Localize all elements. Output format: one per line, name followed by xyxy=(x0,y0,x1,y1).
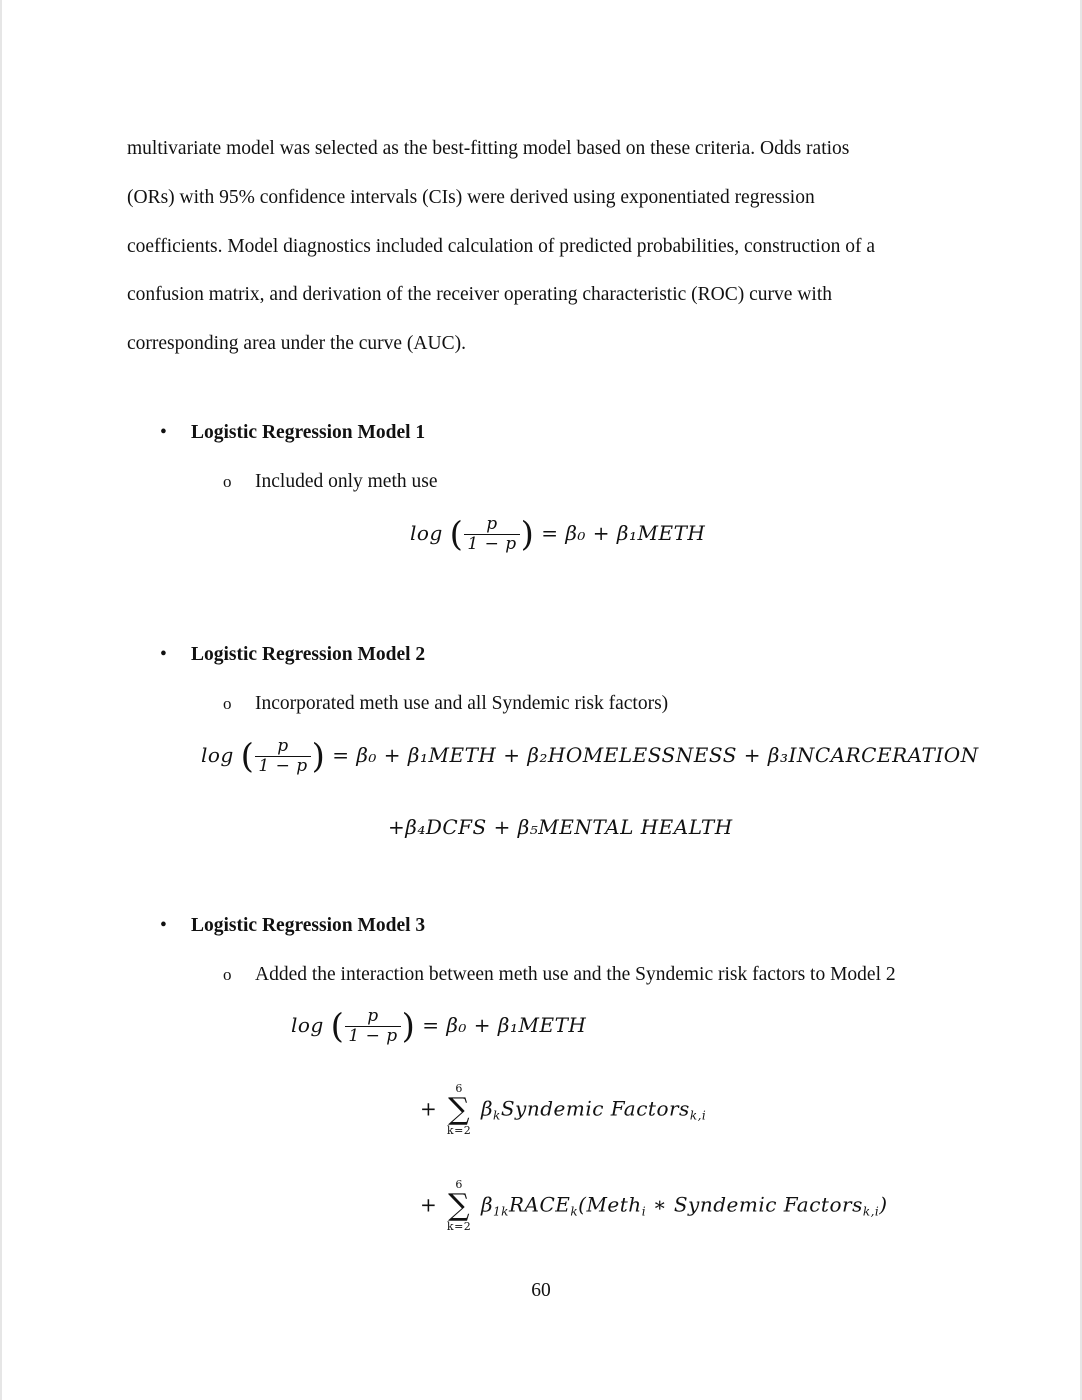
eq-lhs: log xyxy=(291,1013,324,1037)
model-3-sum-term-2: + 6 ∑ k=2 $\beta_{1k}RACE_k(Meth_i$ ∗ Syndemic Factors$_{k,i}$) xyxy=(420,1178,888,1233)
plus-sign: + xyxy=(420,1192,438,1217)
model-title: Logistic Regression Model 3 xyxy=(191,915,426,936)
eq-lhs: log xyxy=(410,521,443,545)
bullet: • xyxy=(160,422,167,443)
eq-rhs-continued: +β₄DCFS + β₅MENTAL HEALTH xyxy=(388,815,733,839)
plus-sign: + xyxy=(420,1096,438,1121)
eq-term: β xyxy=(480,1192,494,1217)
model-3-sum-term-1: + 6 ∑ k=2 $\beta_kSyndemic$ Factors$_{k,i}$ xyxy=(420,1082,707,1137)
model-1-equation: log ( $\frac{p}{1 - p}$ ) = β₀ + β₁METH xyxy=(410,514,706,555)
model-title: Logistic Regression Model 2 xyxy=(191,644,426,665)
model-title: Logistic Regression Model 1 xyxy=(191,422,426,443)
paragraph-line: corresponding area under the curve (AUC). xyxy=(127,333,466,355)
page-edge xyxy=(0,0,2,1400)
sub-bullet: o xyxy=(223,472,232,491)
paragraph-line: multivariate model was selected as the best-fitting model based on these criteria. Odds ratios xyxy=(127,138,850,159)
paragraph-line: (ORs) with 95% confidence intervals (CIs) were derived using exponentiated regression xyxy=(127,186,815,208)
eq-rhs: = β₀ + β₁METH xyxy=(422,1013,587,1037)
summation-symbol: 6 ∑ k=2 xyxy=(446,1178,472,1233)
eq-fraction: $\frac{p}{1 - p}$ xyxy=(464,515,519,554)
eq-rhs: = β₀ + β₁METH xyxy=(541,521,706,545)
summation-symbol: 6 ∑ k=2 xyxy=(446,1082,472,1137)
model-2-equation: log ( $\frac{p}{1 - p}$ ) = β₀ + β₁METH + β₂HOMELESSNESS + β₃INCARCERATION xyxy=(201,736,979,777)
page-number: 60 xyxy=(531,1280,551,1301)
description-text: Included only meth use xyxy=(255,471,438,492)
eq-fraction: $\frac{p}{1 - p}$ xyxy=(255,737,310,776)
eq-lhs: log xyxy=(201,743,234,767)
description-text: Incorporated meth use and all Syndemic risk factors) xyxy=(255,693,669,714)
paragraph-line: coefficients. Model diagnostics included calculation of predicted probabilities, construction of a xyxy=(127,235,875,257)
model-2-equation-line2 xyxy=(388,815,733,839)
eq-fraction: $\frac{p}{1 - p}$ xyxy=(345,1007,400,1046)
eq-rhs: = β₀ + β₁METH + β₂HOMELESSNESS + β₃INCARCERATION xyxy=(332,743,979,767)
sub-bullet: o xyxy=(223,965,232,984)
body-paragraph xyxy=(127,125,987,369)
sub-bullet: o xyxy=(223,694,232,713)
model-3-equation: log ( $\frac{p}{1 - p}$ ) = β₀ + β₁METH xyxy=(291,1006,587,1047)
bullet: • xyxy=(160,915,167,936)
paragraph-line: confusion matrix, and derivation of the receiver operating characteristic (ROC) curve with xyxy=(127,284,832,306)
eq-term: β xyxy=(480,1096,494,1121)
bullet: • xyxy=(160,644,167,665)
description-text: Added the interaction between meth use and the Syndemic risk factors to Model 2 xyxy=(255,964,896,985)
eq-term-body: Syndemic Factors xyxy=(500,1096,690,1121)
